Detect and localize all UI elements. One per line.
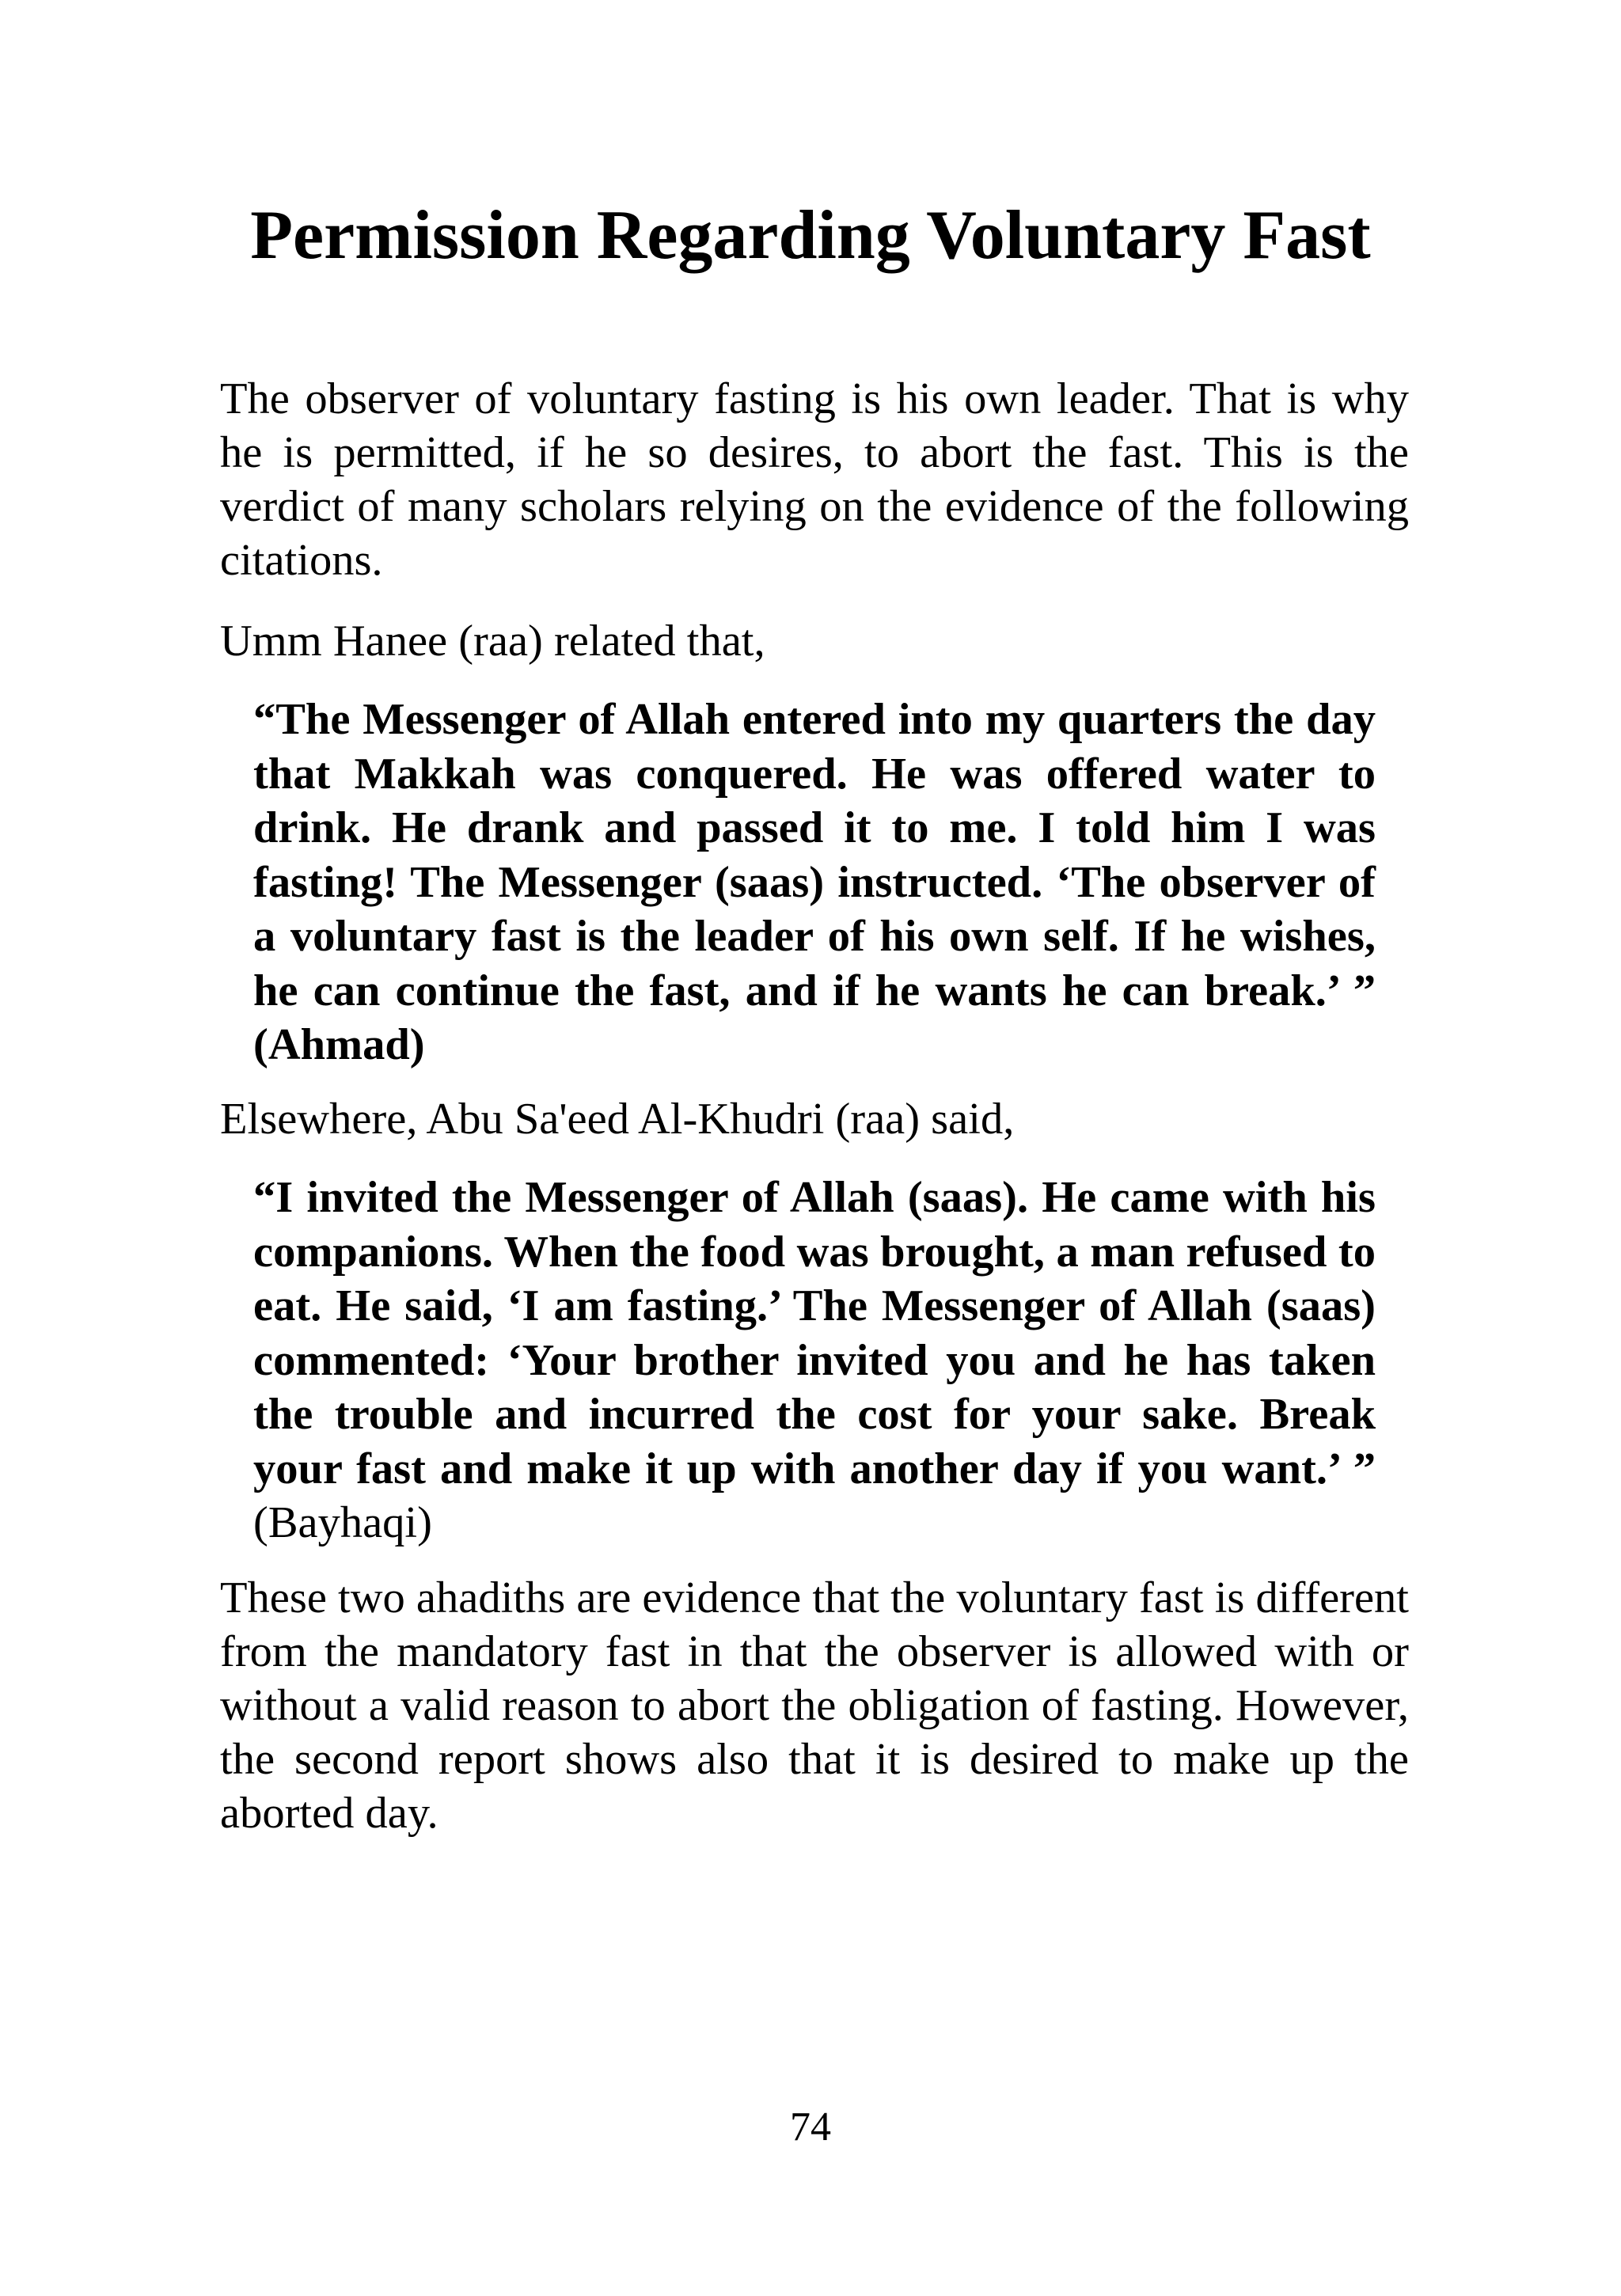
intro-paragraph: The observer of voluntary fasting is his own leader. That is why he is permitted, if he so desires, to abort the fast. This is the verdict of many scholars relying on the evidence of the following citations. (220, 374, 1409, 585)
quote-source: (Bayhaqi) (253, 1498, 432, 1547)
umm-hanee-lead-paragraph: Umm Hanee (raa) related that, (220, 617, 765, 666)
conclusion-paragraph: These two ahadiths are evidence that the voluntary fast is different from the mandatory fast in that the observer is allowed with or without a valid reason to abort the obligation of fasting. However, the second report shows also that it is desired to make up the aborted day. (220, 1573, 1409, 1838)
page-number: 74 (790, 2104, 831, 2150)
page-title: Permission Regarding Voluntary Fast (250, 197, 1371, 274)
abu-saeed-quote-text: “I invited the Messenger of Allah (saas). He came with his companions. When the food was brought, a man refused to eat. He said, ‘I am fasting.’ The Messenger of Allah (saas) commented: ‘Your brother invited you and he has taken the trouble and incurred the cost for your sake. Break your fast and make it up with another day if you want.’ ” (253, 1173, 1376, 1493)
abu-saeed-quote (253, 1171, 1376, 1550)
abu-saeed-lead-paragraph: Elsewhere, Abu Sa'eed Al-Khudri (raa) said, (220, 1095, 1015, 1144)
umm-hanee-quote: “The Messenger of Allah entered into my quarters the day that Makkah was conquered. He was offered water to drink. He drank and passed it to me. I told him I was fasting! The Messenger (saas) instructed. ‘The observer of a voluntary fast is the leader of his own self. If he wishes, he can continue the fast, and if he wants he can break.’ ” (Ahmad) (253, 695, 1376, 1069)
